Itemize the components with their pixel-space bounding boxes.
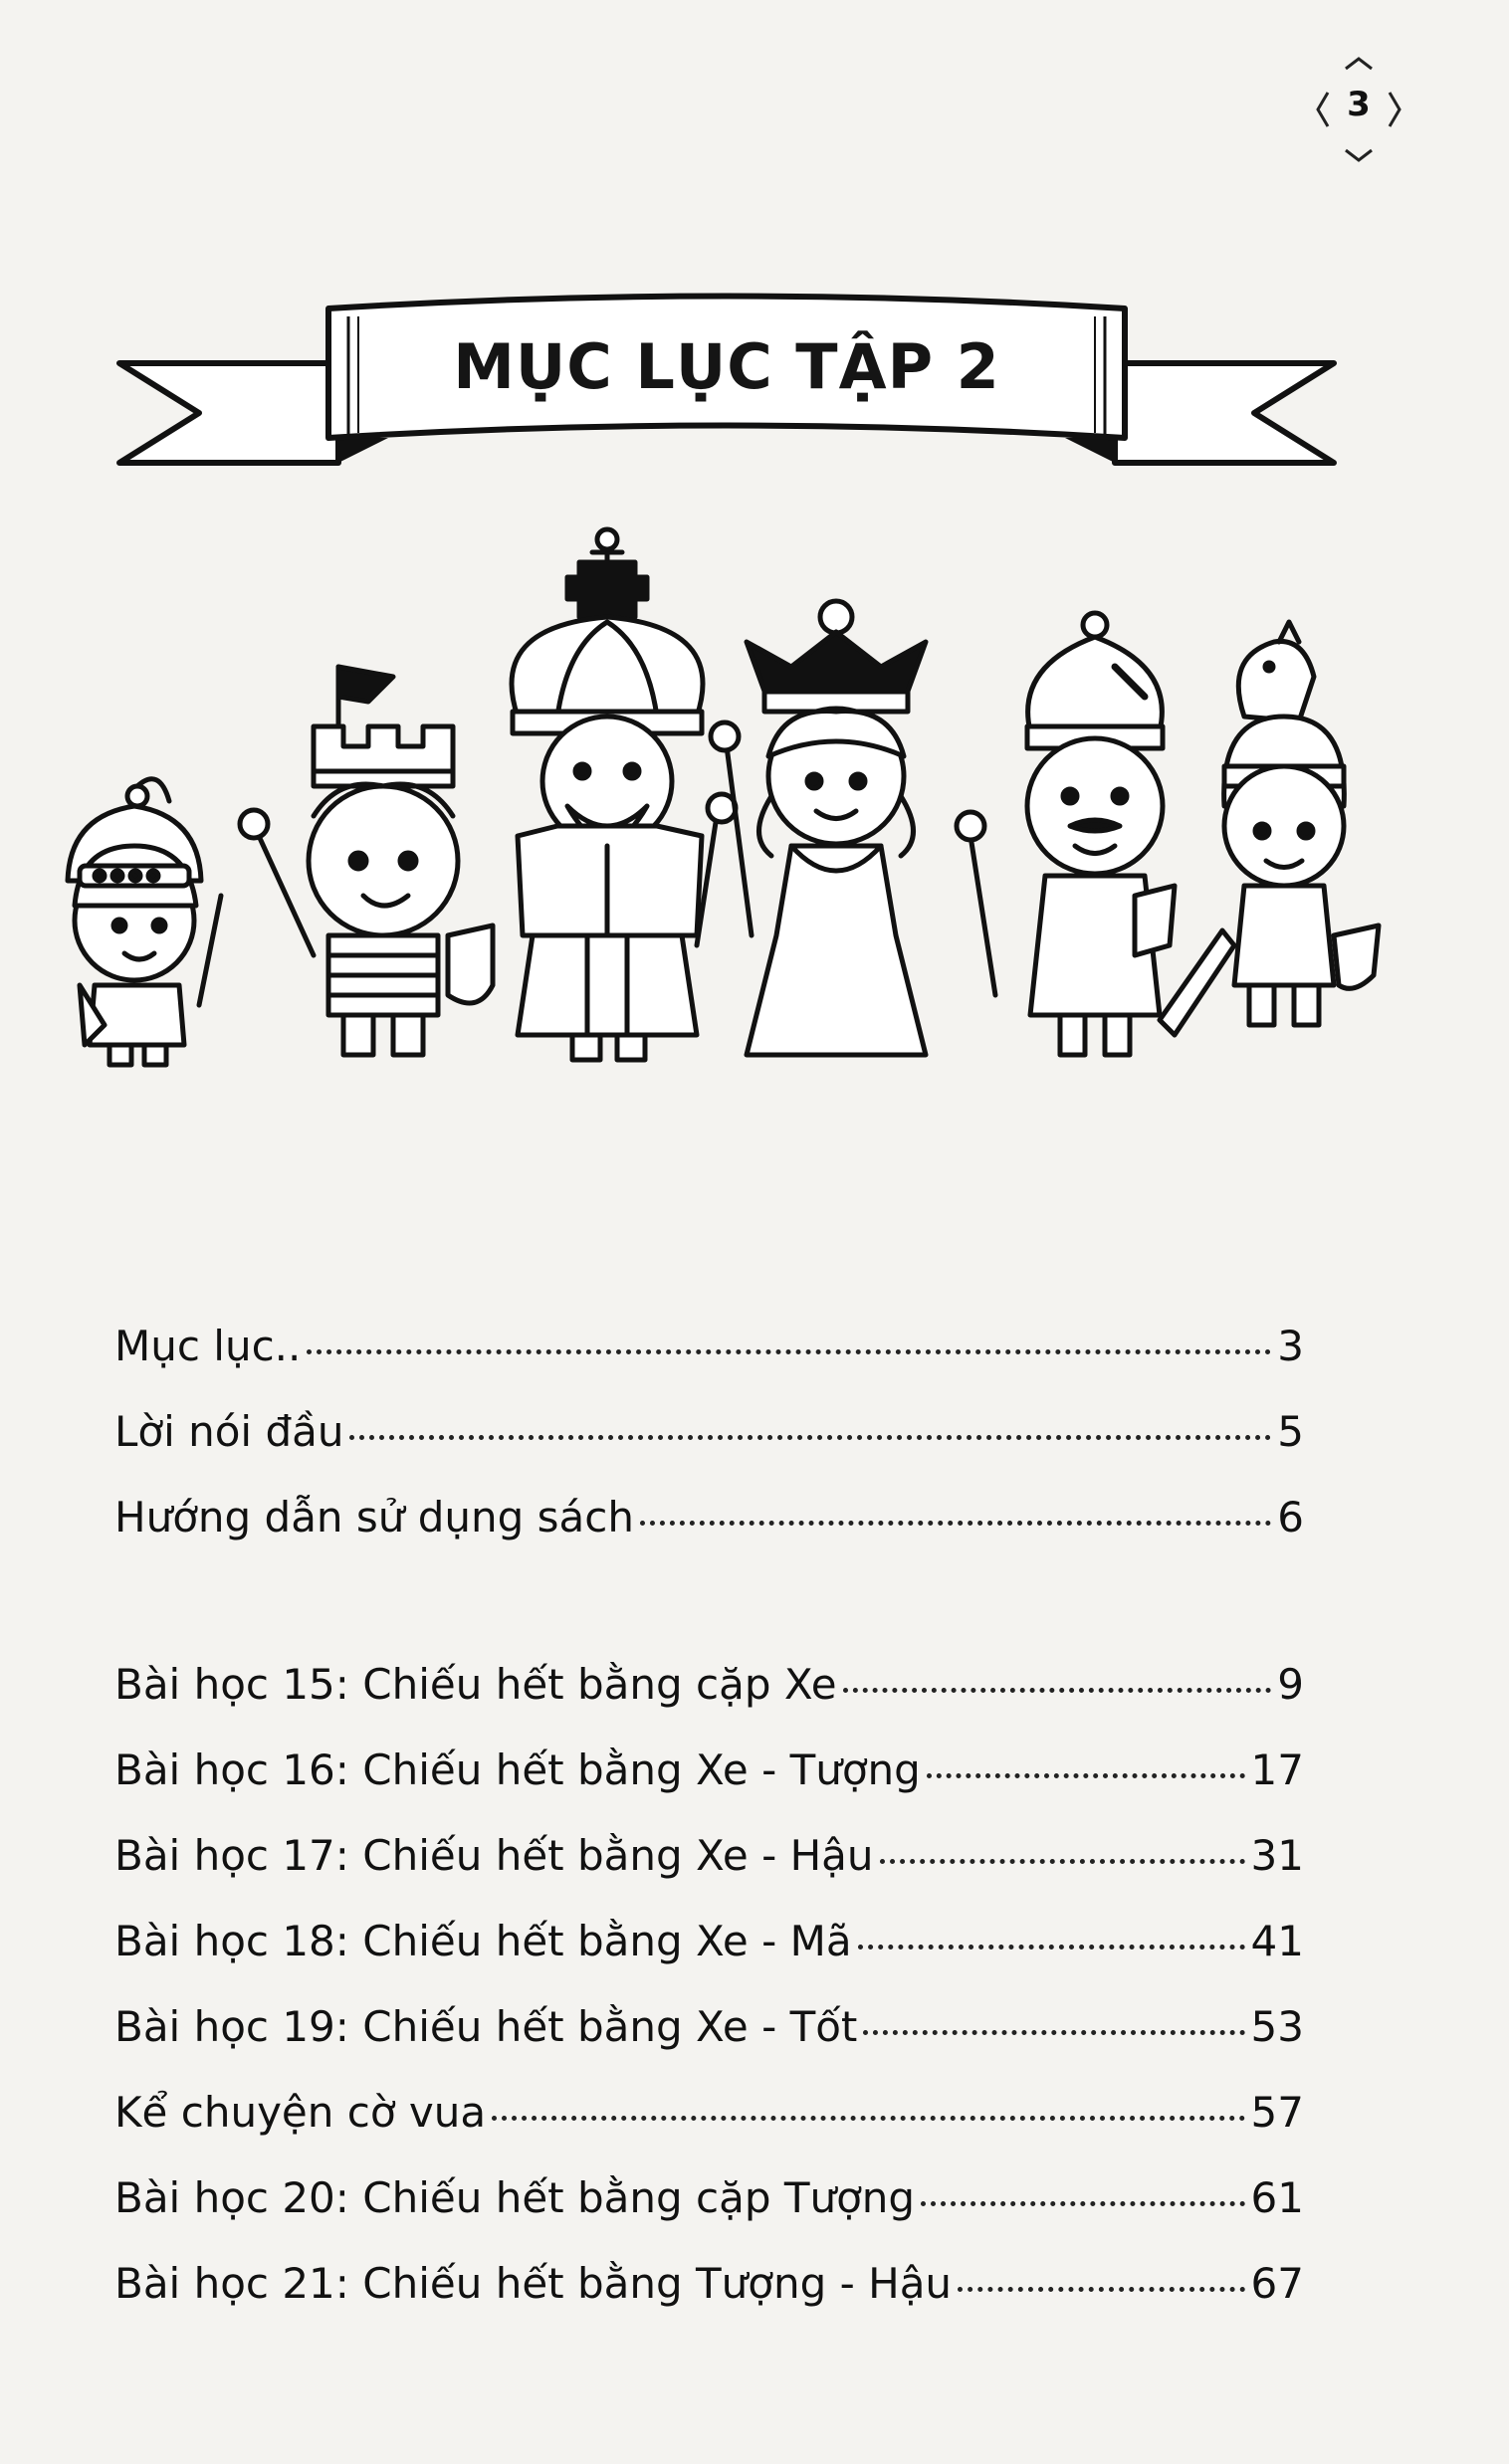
- toc-page-number: 31: [1250, 1831, 1304, 1880]
- toc-row[interactable]: [114, 2241, 1304, 2327]
- toc-page-number: 41: [1250, 1917, 1304, 1965]
- toc-page-number: 5: [1277, 1407, 1304, 1456]
- toc-row[interactable]: [114, 1984, 1304, 2070]
- rook-character-icon: [240, 667, 493, 1055]
- toc-page-number: 9: [1277, 1660, 1304, 1709]
- toc-leader-dots: [958, 2287, 1245, 2292]
- page-number: 3: [1347, 85, 1371, 124]
- toc-leader-dots: [880, 1859, 1245, 1864]
- chess-characters-illustration: [50, 517, 1463, 1075]
- toc-page-number: 6: [1277, 1493, 1304, 1541]
- toc-leader-dots: [307, 1349, 1271, 1354]
- toc-label: Bài học 15: Chiếu hết bằng cặp Xe: [114, 1660, 837, 1709]
- toc-leader-dots: [843, 1688, 1272, 1693]
- toc-label: Bài học 19: Chiếu hết bằng Xe - Tốt: [114, 2002, 858, 2051]
- toc-label: Bài học 20: Chiếu hết bằng cặp Tượng: [114, 2173, 916, 2222]
- toc-label: Bài học 18: Chiếu hết bằng Xe - Mã: [114, 1917, 852, 1965]
- title-banner: [109, 289, 1344, 488]
- toc-row[interactable]: [114, 1813, 1304, 1899]
- toc-leader-dots: [349, 1435, 1271, 1440]
- toc-page-number: 57: [1250, 2088, 1304, 2137]
- toc-page-number: 61: [1250, 2173, 1304, 2222]
- toc-row[interactable]: [114, 2156, 1304, 2241]
- toc-page-number: 3: [1277, 1322, 1304, 1370]
- toc-leader-dots: [921, 2201, 1244, 2206]
- bishop-character-icon: [957, 613, 1175, 1055]
- toc-label: Mục lục..: [114, 1322, 302, 1370]
- toc-leader-dots: [492, 2116, 1244, 2121]
- toc-leader-dots: [927, 1773, 1245, 1778]
- queen-character-icon: [711, 601, 926, 1055]
- toc-row[interactable]: [114, 2070, 1304, 2156]
- toc-label: Bài học 17: Chiếu hết bằng Xe - Hậu: [114, 1831, 874, 1880]
- toc-row[interactable]: [114, 1304, 1304, 1389]
- toc-leader-dots: [640, 1521, 1271, 1526]
- king-character-icon: [512, 529, 736, 1060]
- toc-page-number: 67: [1250, 2259, 1304, 2308]
- toc-row[interactable]: [114, 1475, 1304, 1560]
- toc-row[interactable]: [114, 1389, 1304, 1475]
- toc-leader-dots: [863, 2030, 1244, 2035]
- page-number-badge: [1314, 55, 1403, 164]
- knight-character-icon: [1160, 622, 1379, 1035]
- toc-label: Bài học 16: Chiếu hết bằng Xe - Tượng: [114, 1745, 921, 1794]
- page-title: MỤC LỤC TẬP 2: [453, 330, 1000, 403]
- toc-label: Hướng dẫn sử dụng sách: [114, 1493, 634, 1541]
- toc-page-number: 53: [1250, 2002, 1304, 2051]
- toc-label: Kể chuyện cờ vua: [114, 2088, 487, 2137]
- toc-label: Bài học 21: Chiếu hết bằng Tượng - Hậu: [114, 2259, 953, 2308]
- toc-label: Lời nói đầu: [114, 1407, 344, 1456]
- toc-front-matter: [114, 1304, 1304, 1560]
- toc-row[interactable]: [114, 1899, 1304, 1984]
- toc-page-number: 17: [1250, 1745, 1304, 1794]
- toc-row[interactable]: [114, 1728, 1304, 1813]
- toc-row[interactable]: [114, 1642, 1304, 1728]
- pawn-character-icon: [68, 779, 221, 1065]
- toc-leader-dots: [858, 1945, 1245, 1950]
- toc-lessons: [114, 1642, 1304, 2327]
